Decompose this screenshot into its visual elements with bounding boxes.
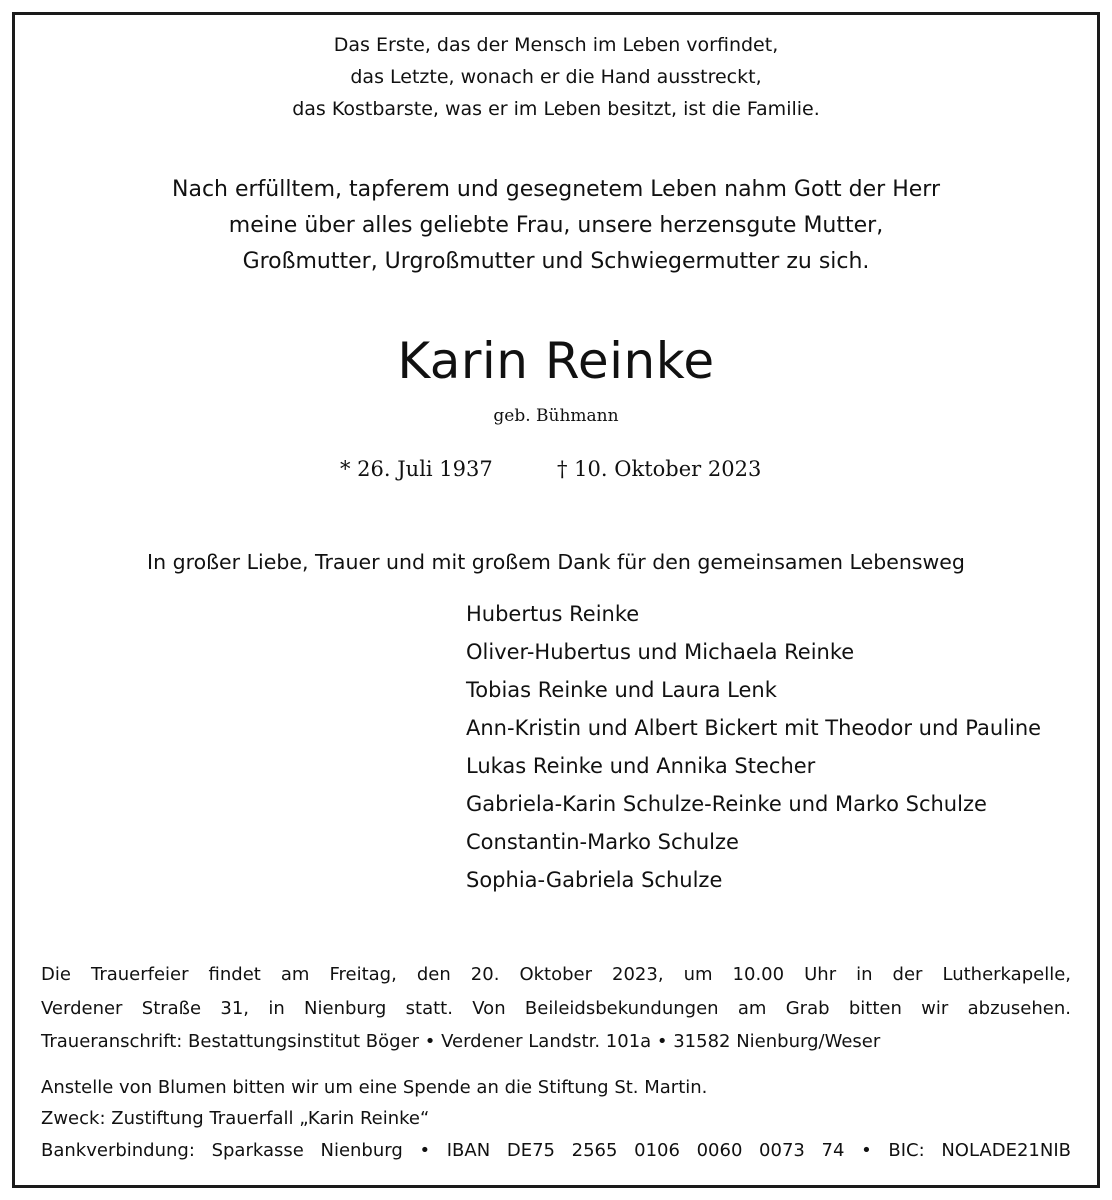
intro-line-2: meine über alles geliebte Frau, unsere herzensgute Mutter, (228, 213, 884, 238)
motto-line-1: Das Erste, das der Mensch im Leben vorfindet, (333, 34, 779, 56)
deceased-name: Karin Reinke (397, 332, 715, 390)
bank-details-line: Bankverbindung: Sparkasse Nienburg • IBAN DE75 2565 0106 0060 0073 74 • BIC: NOLADE21NIB (41, 1140, 1071, 1161)
motto-line-3: das Kostbarste, was er im Leben besitzt, ist die Familie. (292, 98, 820, 120)
mourner-name: Constantin-Marko Schulze (466, 830, 739, 854)
funeral-info-line-2: Verdener Straße 31, in Nienburg statt. Von Beileidsbekundungen am Grab bitten wir abzusehen. (41, 998, 1071, 1019)
funeral-info-line-1: Die Trauerfeier findet am Freitag, den 20. Oktober 2023, um 10.00 Uhr in der Lutherkapelle, (41, 964, 1071, 985)
mourner-name: Sophia-Gabriela Schulze (466, 868, 723, 892)
birth-name: geb. Bühmann (493, 406, 619, 426)
mourner-name: Ann-Kristin und Albert Bickert mit Theodor und Pauline (466, 716, 1042, 740)
mourner-name: Tobias Reinke und Laura Lenk (466, 678, 777, 702)
donation-purpose-line: Zweck: Zustiftung Trauerfall „Karin Reinke“ (41, 1108, 430, 1129)
mourner-name: Hubertus Reinke (466, 602, 640, 626)
intro-line-3: Großmutter, Urgroßmutter und Schwiegermutter zu sich. (242, 249, 870, 274)
mourner-name: Oliver-Hubertus und Michaela Reinke (466, 640, 855, 664)
death-date: † 10. Oktober 2023 (557, 457, 762, 481)
donation-info-line-1: Anstelle von Blumen bitten wir um eine Spende an die Stiftung St. Martin. (41, 1077, 708, 1098)
mourner-name: Lukas Reinke und Annika Stecher (466, 754, 816, 778)
motto-line-2: das Letzte, wonach er die Hand ausstreckt, (350, 66, 762, 88)
intro-line-1: Nach erfülltem, tapferem und gesegnetem Leben nahm Gott der Herr (172, 177, 940, 202)
mourner-name: Gabriela-Karin Schulze-Reinke und Marko Schulze (466, 792, 987, 816)
farewell-line: In großer Liebe, Trauer und mit großem Dank für den gemeinsamen Lebensweg (147, 550, 965, 574)
birth-date: * 26. Juli 1937 (340, 457, 493, 481)
funeral-address-line: Traueranschrift: Bestattungsinstitut Böger • Verdener Landstr. 101a • 31582 Nienburg/Weser (41, 1031, 881, 1052)
life-dates (0, 457, 1112, 487)
